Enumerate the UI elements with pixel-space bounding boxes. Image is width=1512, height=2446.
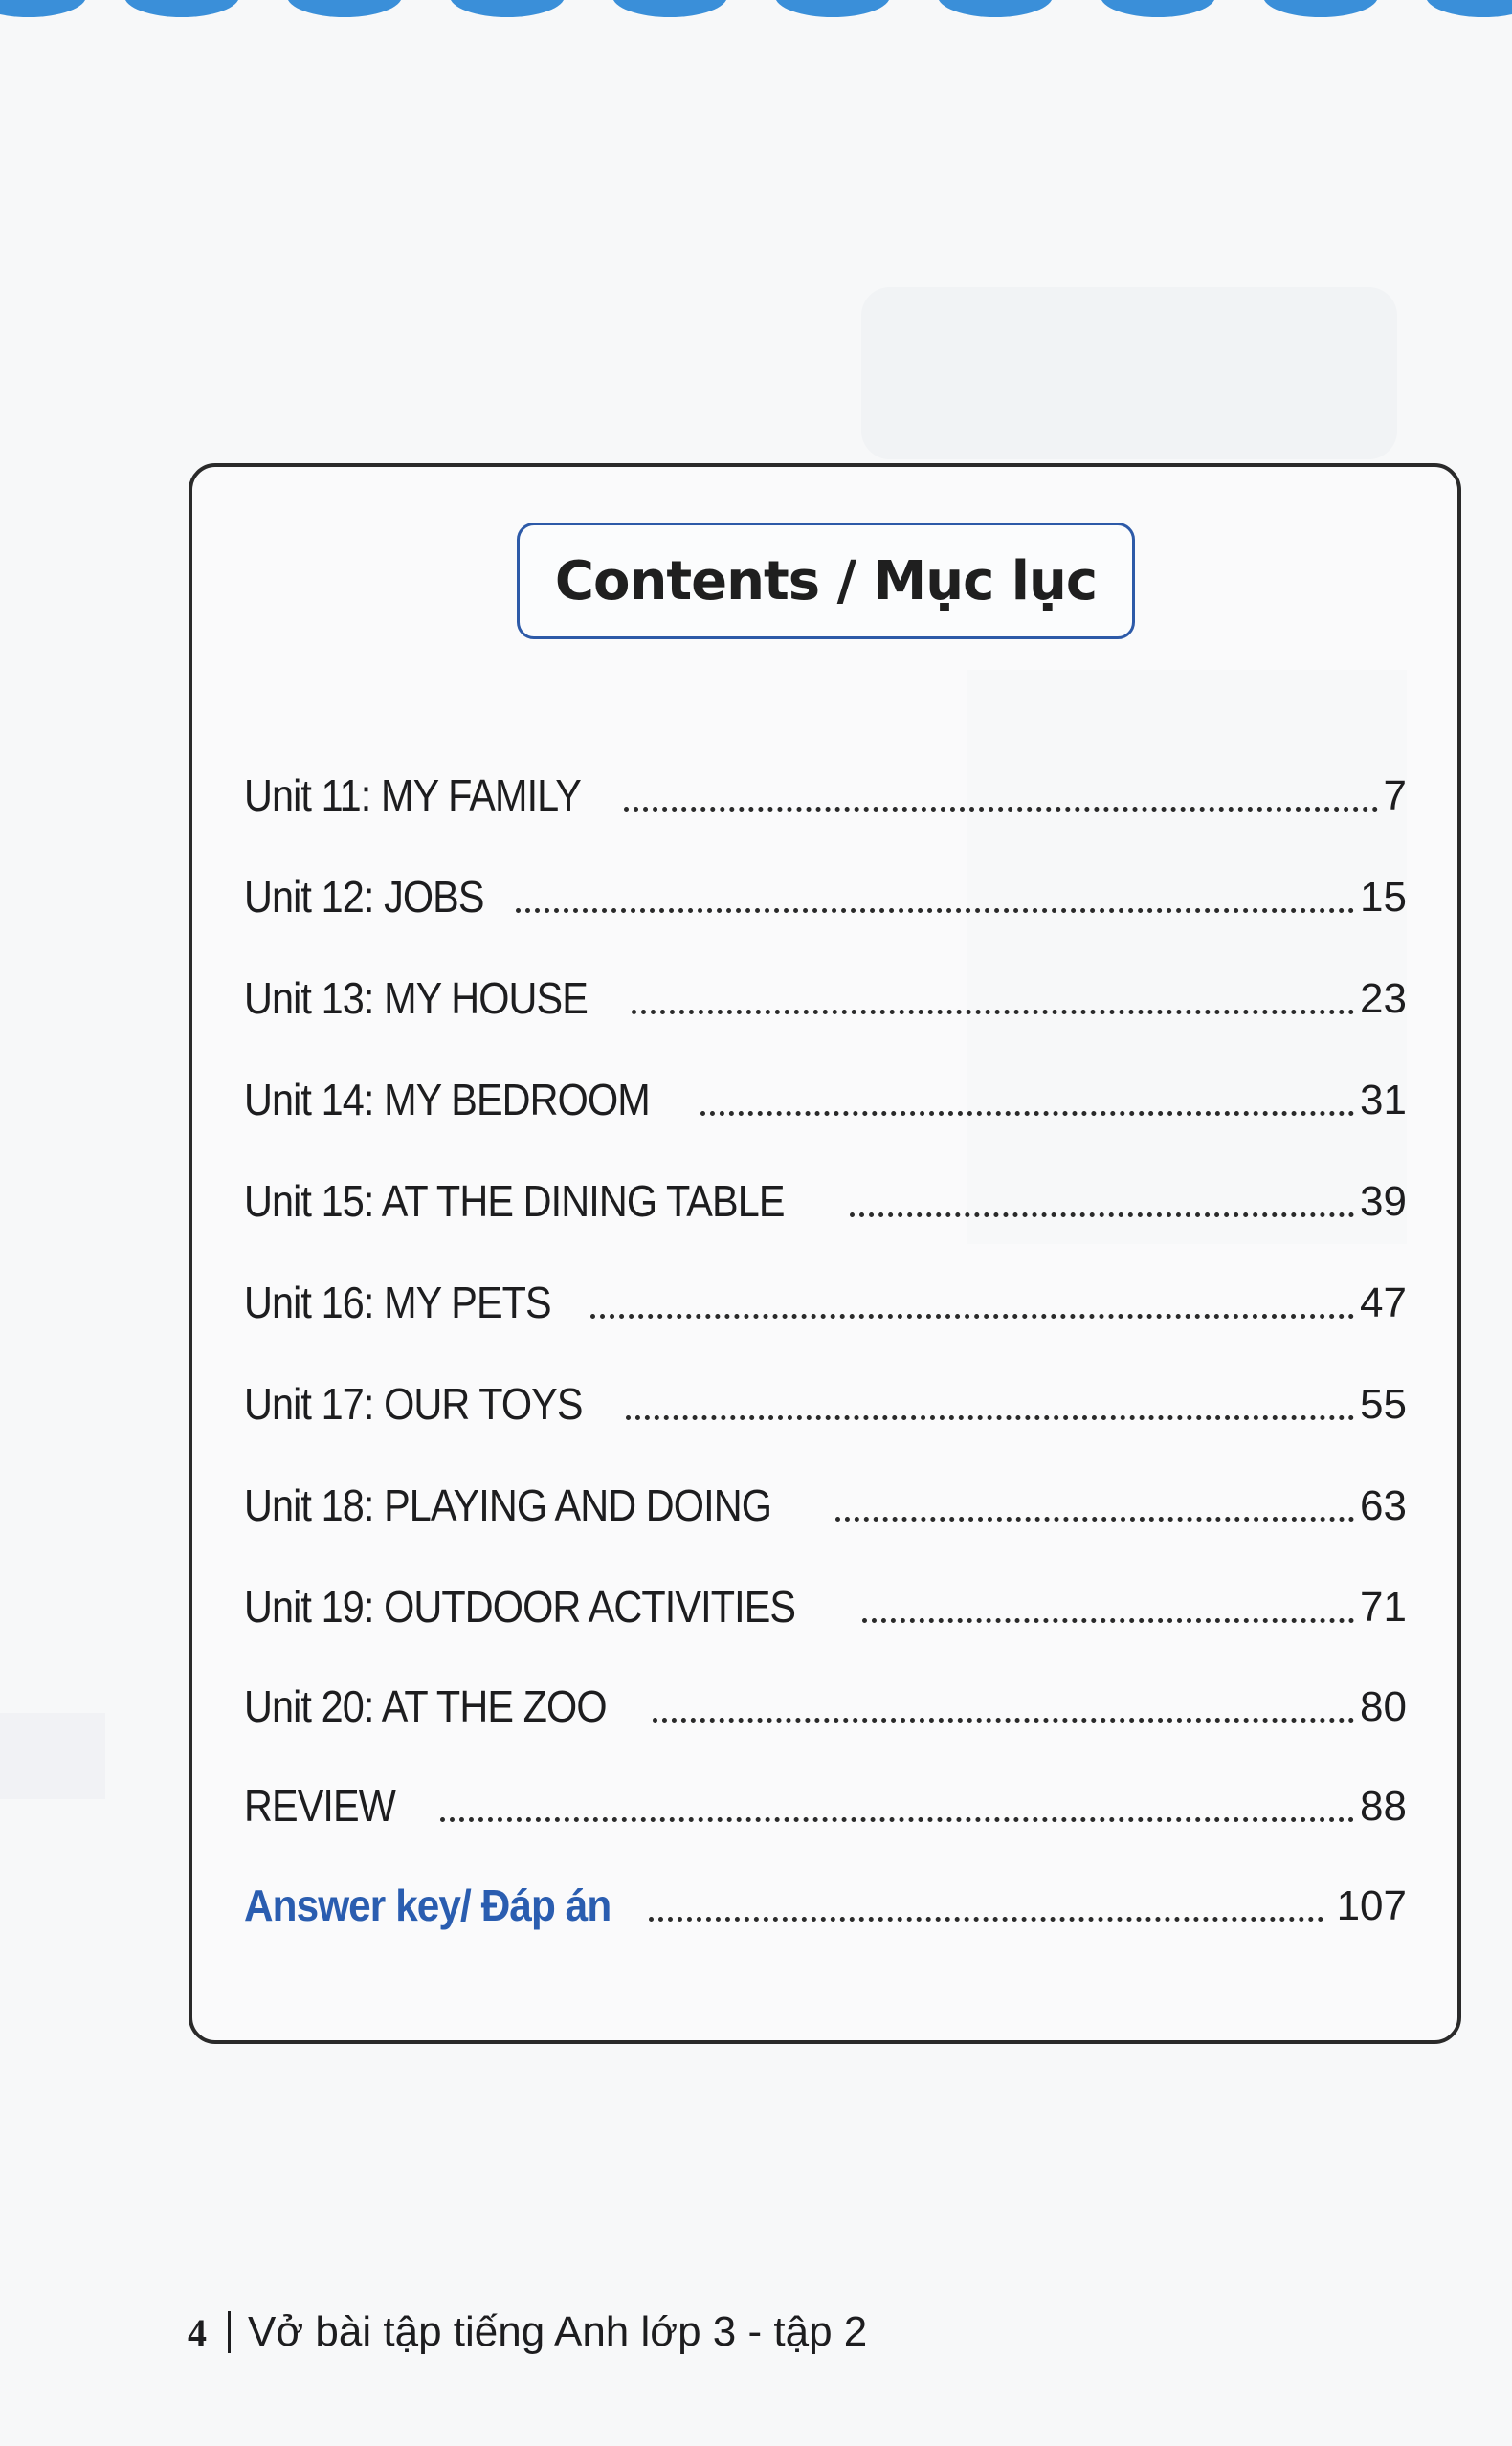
page-title: Contents / Mục lục [554,549,1098,612]
toc-entry-label: Unit 17: OUR TOYS [244,1379,583,1429]
toc-entry-label: Unit 11: MY FAMILY [244,770,581,820]
dot-leader [649,1917,1323,1922]
page-footer [188,2308,867,2356]
toc-entry-page: 55 [1360,1381,1407,1428]
toc-entry[interactable] [244,760,1407,820]
toc-entry-label: Answer key/ Đáp án [244,1880,611,1930]
toc-entry[interactable] [244,1166,1407,1226]
toc-entry-page: 47 [1360,1279,1407,1326]
contents-title-box [517,523,1135,639]
toc-entry-label: Unit 12: JOBS [244,872,484,922]
toc-entry-page: 39 [1360,1178,1407,1225]
dot-leader [590,1314,1354,1319]
toc-entry-page: 80 [1360,1683,1407,1730]
book-title: Vở bài tập tiếng Anh lớp 3 - tập 2 [248,2308,868,2355]
dot-leader [440,1817,1354,1822]
toc-entry[interactable] [244,861,1407,922]
top-decorative-band [0,0,1512,21]
dot-leader [850,1212,1354,1217]
toc-entry[interactable] [244,1267,1407,1327]
dot-leader [700,1111,1354,1116]
ghost-show-through [861,287,1397,459]
toc-entry-page: 15 [1360,874,1407,921]
toc-entry-page: 71 [1360,1584,1407,1631]
toc-entry-answer-key[interactable] [244,1870,1407,1930]
toc-entry[interactable] [244,1470,1407,1530]
dot-leader [516,908,1354,913]
footer-divider [228,2311,231,2353]
toc-entry-label: Unit 19: OUTDOOR ACTIVITIES [244,1582,796,1632]
toc-entry-label: Unit 13: MY HOUSE [244,973,588,1023]
toc-entry[interactable] [244,1368,1407,1429]
toc-entry[interactable] [244,1571,1407,1632]
toc-entry-label: Unit 14: MY BEDROOM [244,1075,650,1124]
toc-entry-label: Unit 15: AT THE DINING TABLE [244,1176,785,1226]
toc-entry[interactable] [244,963,1407,1023]
dot-leader [624,807,1377,812]
toc-entry-label: REVIEW [244,1781,395,1831]
toc-entry-page: 7 [1383,772,1407,819]
dot-leader [862,1618,1354,1623]
toc-entry-page: 88 [1360,1783,1407,1830]
toc-entry-page: 23 [1360,975,1407,1022]
toc-entry-page: 31 [1360,1077,1407,1123]
toc-entry[interactable] [244,1770,1407,1831]
toc-entry-label: Unit 18: PLAYING AND DOING [244,1480,772,1530]
toc-entry-page: 63 [1360,1482,1407,1529]
page-number: 4 [188,2310,207,2354]
dot-leader [835,1517,1354,1522]
toc-entry[interactable] [244,1671,1407,1731]
dot-leader [626,1415,1354,1420]
dot-leader [632,1010,1354,1014]
toc-entry-page: 107 [1336,1882,1407,1929]
toc-entry-label: Unit 16: MY PETS [244,1278,551,1327]
toc-entry-label: Unit 20: AT THE ZOO [244,1681,607,1731]
dot-leader [653,1718,1354,1723]
toc-entry[interactable] [244,1064,1407,1122]
ghost-show-through [0,1713,105,1799]
